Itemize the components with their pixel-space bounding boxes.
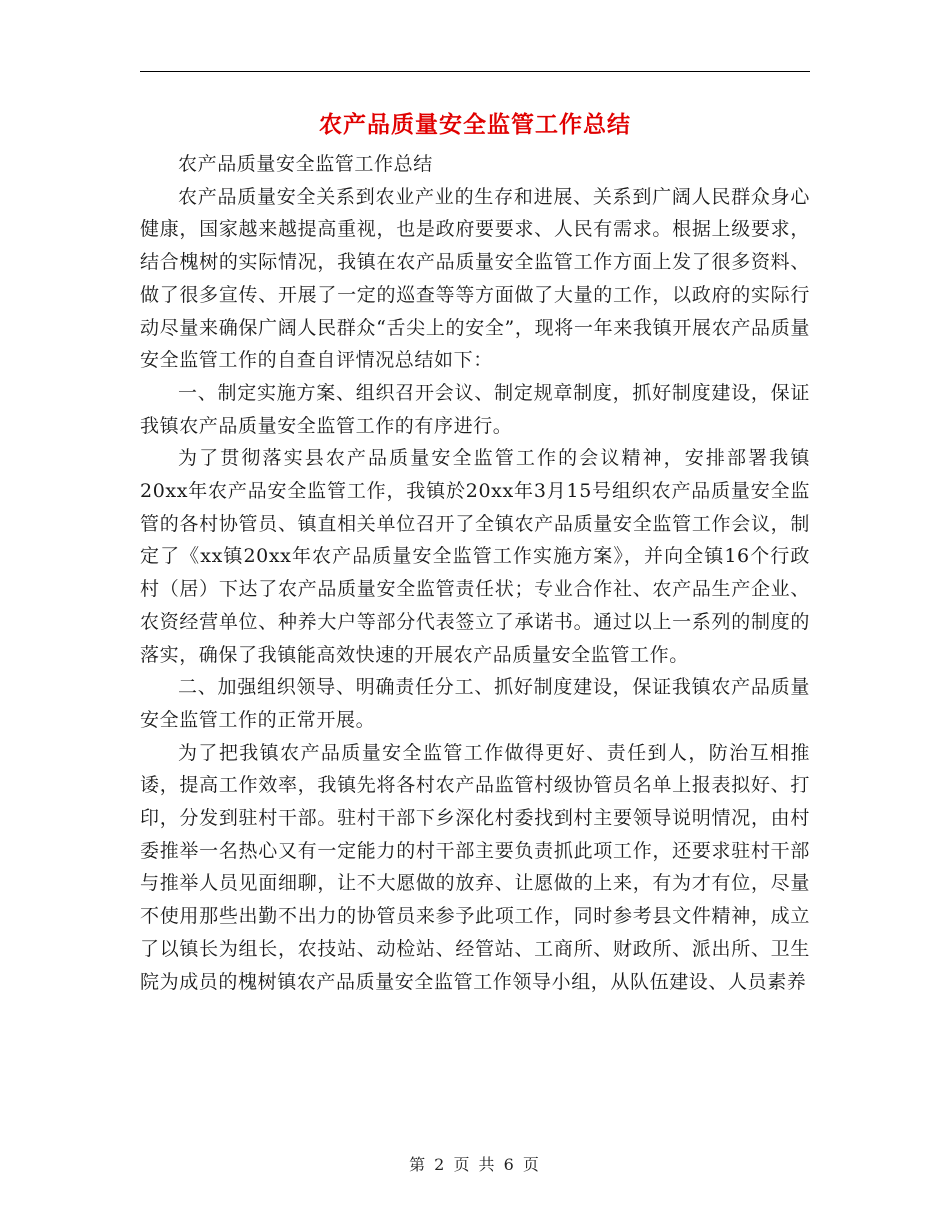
paragraph-section-1-body: 为了贯彻落实县农产品质量安全监管工作的会议精神，安排部署我镇20xx年农产品安全监管工作，我镇於20xx年3月15号组织农产品质量安全监管的各村协管员、镇直相关单位召开了全镇农产品质量安全监管工作会议，制定了《xx镇20xx年农产品质量安全监管工作实施方案》，并向全镇16个行政村（居）下达了农产品质量安全监管责任状；专业合作社、农产品生产企业、农资经营单位、种养大户等部分代表签立了承诺书。通过以上一系列的制度的落实，确保了我镇能高效快速的开展农产品质量安全监管工作。 [140,447,810,666]
paragraph-section-2-body: 为了把我镇农产品质量安全监管工作做得更好、责任到人，防治互相推诿，提高工作效率，我镇先将各村农产品监管村级协管员名单上报表拟好、打印，分发到驻村干部。驻村干部下乡深化村委找到村主要领导说明情况，由村委推举一名热心又有一定能力的村干部主要负责抓此项工作，还要求驻村干部与推举人员见面细聊，让不大愿做的放弃、让愿做的上来，有为才有位，尽量不使用那些出勤不出力的协管员来参予此项工作，同时参考县文件精神，成立了以镇长为组长，农技站、动检站、经管站、工商所、财政所、派出所、卫生院为成员的槐树镇农产品质量安全监管工作领导小组，从队伍建设、人员素养 [140,741,810,993]
paragraph-section-2-heading: 二、加强组织领导、明确责任分工、抓好制度建设，保证我镇农产品质量安全监管工作的正常开展。 [140,676,810,731]
header-rule [140,71,810,72]
document-body [140,148,810,998]
paragraph-subtitle: 农产品质量安全监管工作总结 [178,153,433,175]
document-title: 农产品质量安全监管工作总结 [319,111,631,138]
paragraph-intro: 农产品质量安全关系到农业产业的生存和进展、关系到广阔人民群众身心健康，国家越来越提高重视，也是政府要要求、人民有需求。根据上级要求，结合槐树的实际情况，我镇在农产品质量安全监管工作方面上发了很多资料、做了很多宣传、开展了一定的巡查等等方面做了大量的工作，以政府的实际行动尽量来确保广阔人民群众“舌尖上的安全”，现将一年来我镇开展农产品质量安全监管工作的自查自评情况总结如下： [140,185,810,372]
page-number: 第 2 页 共 6 页 [409,1155,541,1174]
paragraph-section-1-heading: 一、制定实施方案、组织召开会议、制定规章制度，抓好制度建设，保证我镇农产品质量安全监管工作的有序进行。 [140,381,810,437]
